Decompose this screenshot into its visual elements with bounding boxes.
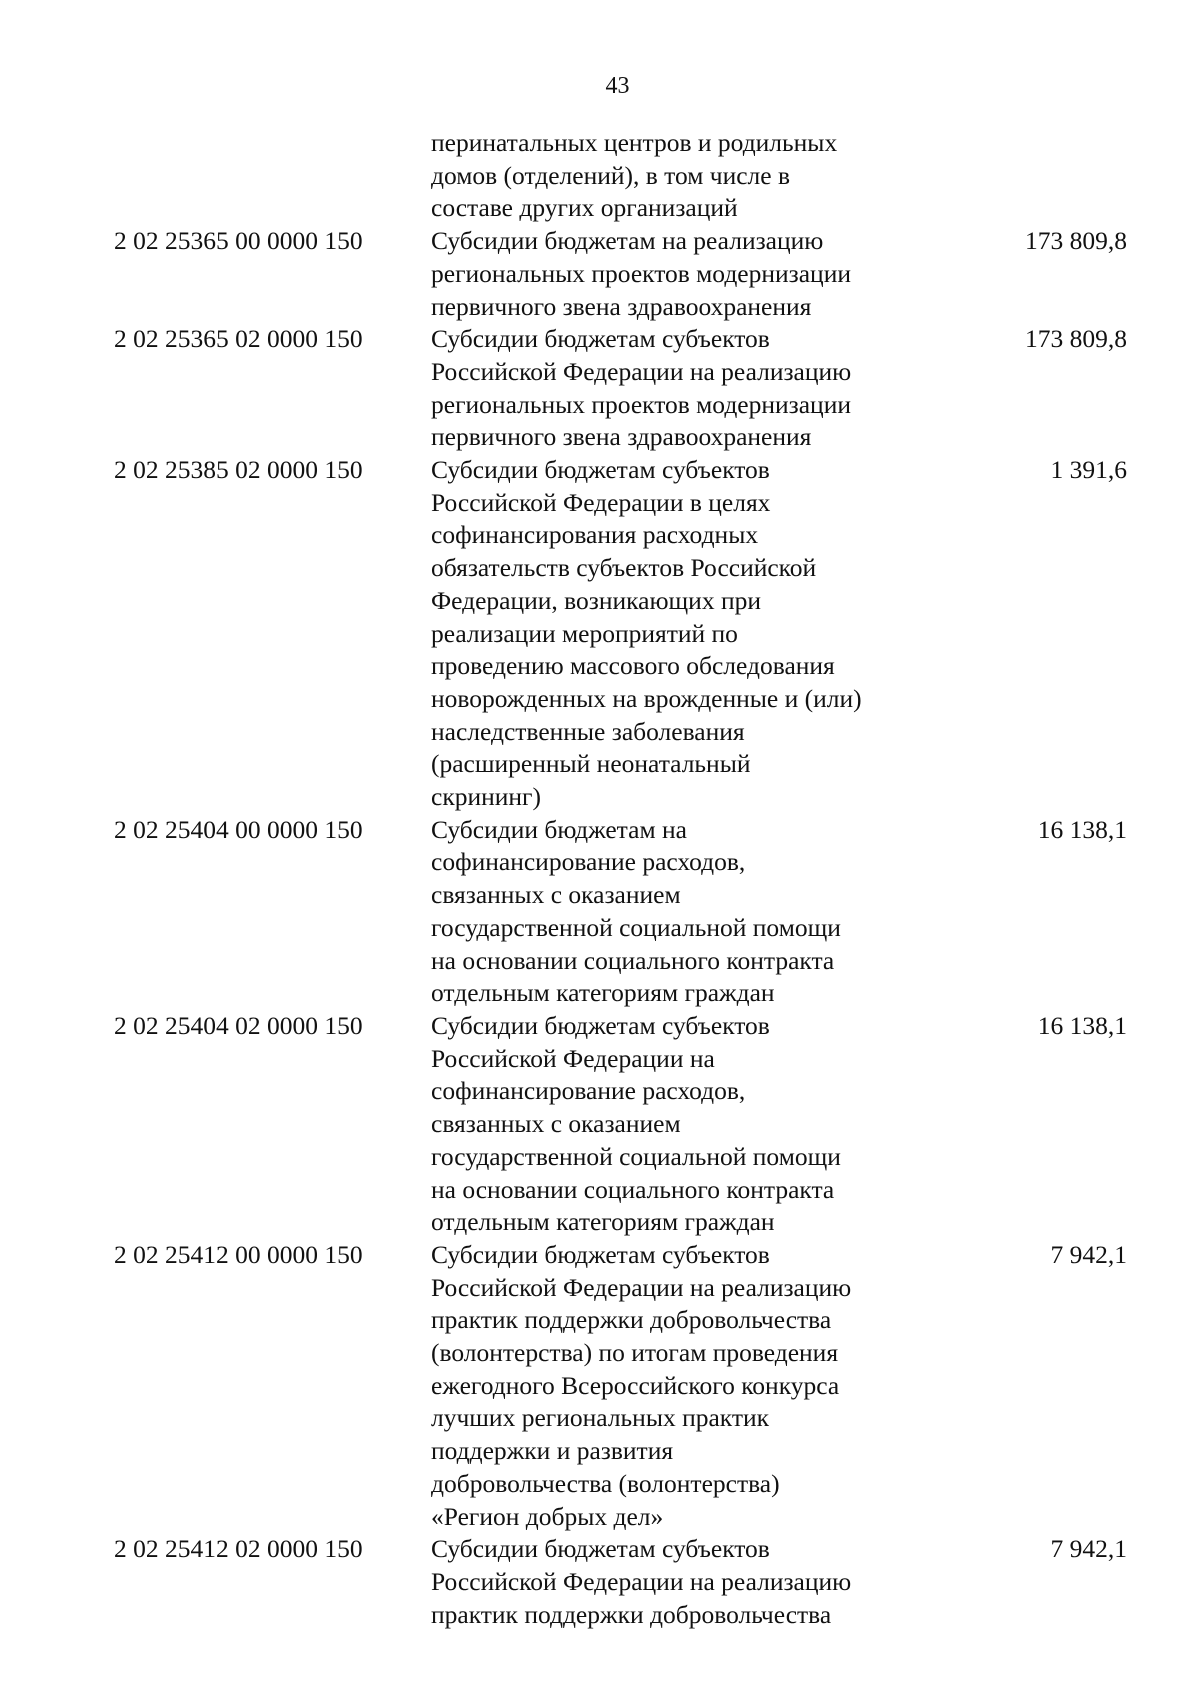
budget-code: 2 02 25404 02 0000 150	[114, 1010, 363, 1040]
amount: 173 809,8	[1025, 324, 1127, 354]
budget-code: 2 02 25365 00 0000 150	[114, 226, 363, 256]
amount: 7 942,1	[1050, 1239, 1127, 1269]
amount: 7 942,1	[1050, 1534, 1127, 1564]
budget-code: 2 02 25412 00 0000 150	[114, 1239, 363, 1269]
table-row	[0, 127, 1200, 225]
description: перинатальных центров и родильных домов (отделений), в том числе в составе других организаций	[431, 128, 838, 223]
table-row	[0, 814, 1200, 1010]
description: Субсидии бюджетам на софинансирование расходов, связанных с оказанием государственной социальной помощи на основании социального контракта отдельным категориям граждан	[431, 814, 841, 1008]
description: Субсидии бюджетам субъектов Российской Федерации на софинансирование расходов, связанных с оказанием государственной социальной помощи на основании социального контракта отдельным категориям граждан	[431, 1010, 841, 1237]
table-row	[0, 225, 1200, 323]
amount	[931, 127, 1127, 225]
budget-code: 2 02 25385 02 0000 150	[114, 455, 363, 485]
table-row	[0, 1533, 1200, 1631]
budget-code	[0, 127, 431, 225]
amount: 173 809,8	[1025, 226, 1127, 256]
description: Субсидии бюджетам субъектов Российской Федерации на реализацию практик поддержки добровольчества	[431, 1534, 852, 1629]
page-number: 43	[605, 73, 630, 99]
budget-code: 2 02 25412 02 0000 150	[114, 1534, 363, 1564]
description: Субсидии бюджетам субъектов Российской Федерации в целях софинансирования расходных обязательств субъектов Российской Федерации, возникающих при реализации мероприятий по проведению массового обследования новорожденных на врожденные и (или) наследственные заболевания (расширенный неонатальный скрининг)	[431, 455, 862, 812]
description: Субсидии бюджетам субъектов Российской Федерации на реализацию региональных проектов модернизации первичного звена здравоохранения	[431, 324, 852, 452]
amount: 16 138,1	[1037, 1010, 1127, 1040]
table-row	[0, 323, 1200, 454]
table-row	[0, 1010, 1200, 1239]
budget-table	[0, 127, 1200, 1631]
table-row	[0, 454, 1200, 814]
description: Субсидии бюджетам субъектов Российской Федерации на реализацию практик поддержки добровольчества (волонтерства) по итогам проведения ежегодного Всероссийского конкурса лучших региональных практик поддержки и развития добровольчества (волонтерства) «Регион добрых дел»	[431, 1239, 852, 1531]
amount: 1 391,6	[1050, 455, 1127, 485]
amount: 16 138,1	[1037, 814, 1127, 844]
table-row	[0, 1239, 1200, 1533]
budget-code: 2 02 25365 02 0000 150	[114, 324, 363, 354]
budget-code: 2 02 25404 00 0000 150	[114, 814, 363, 844]
description: Субсидии бюджетам на реализацию региональных проектов модернизации первичного звена здравоохранения	[431, 226, 851, 321]
